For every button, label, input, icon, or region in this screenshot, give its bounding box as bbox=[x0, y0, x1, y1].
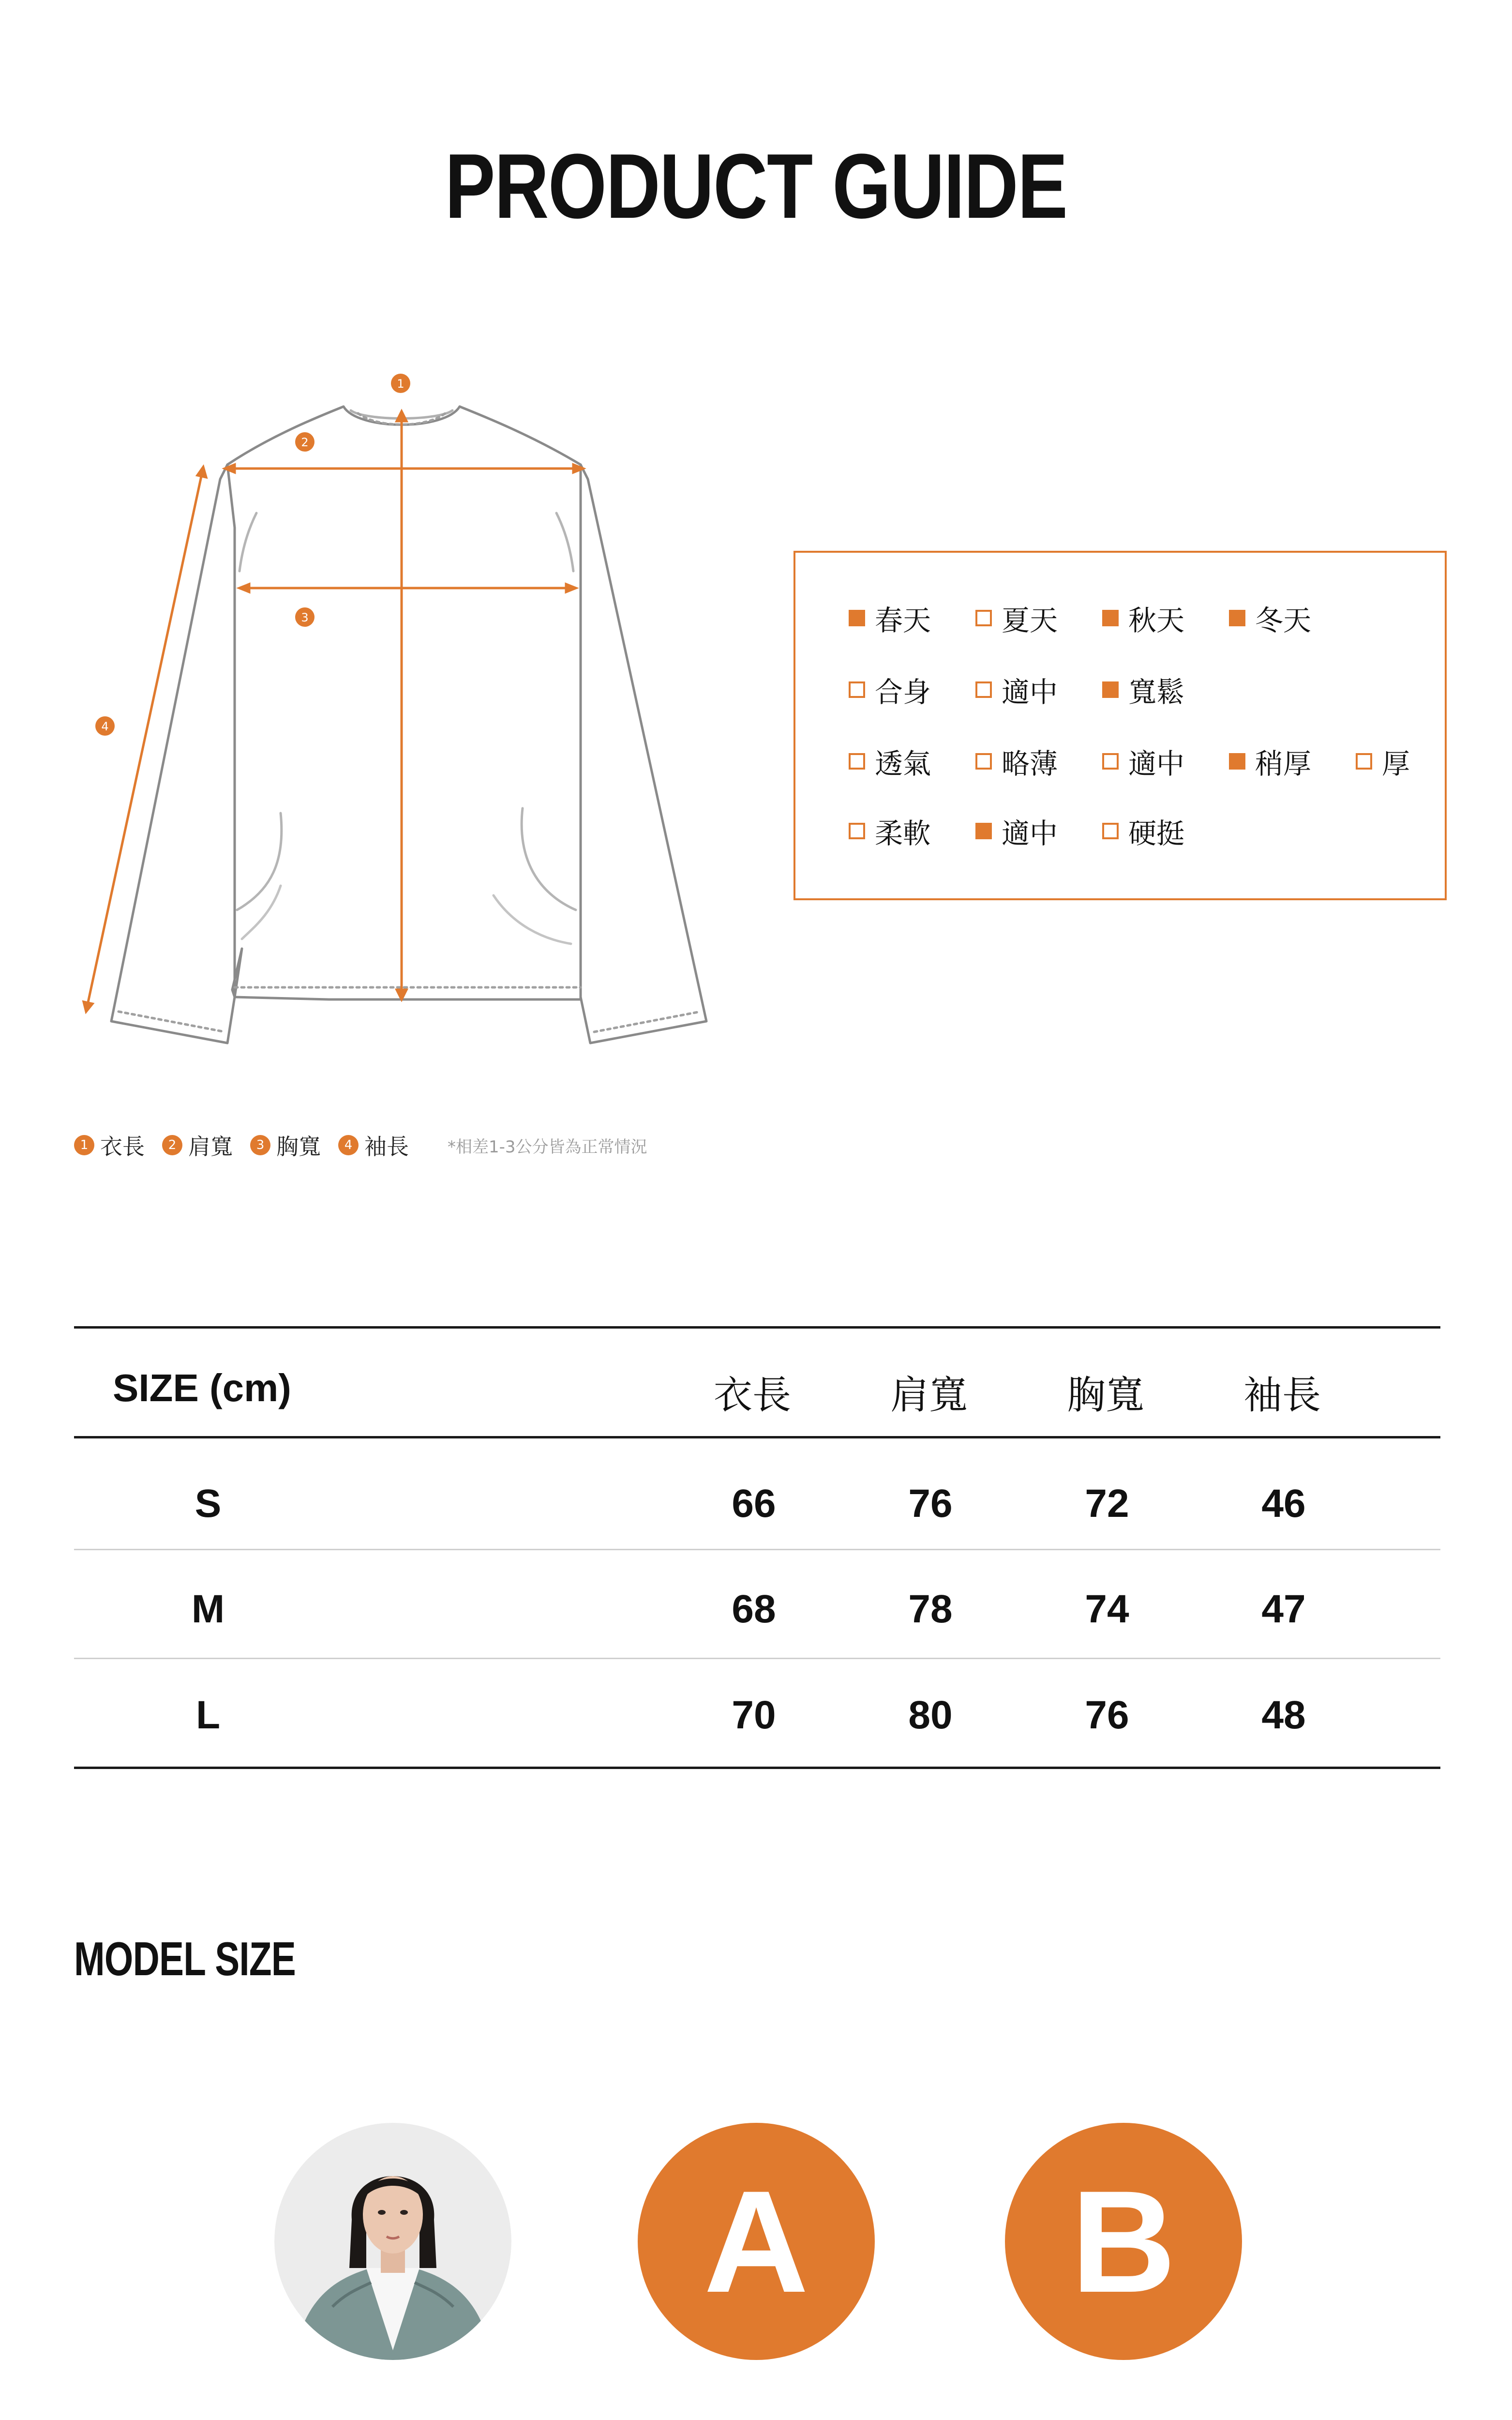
unchecked-box-icon bbox=[1356, 753, 1372, 770]
attr-slightly-thick: 稍厚 bbox=[1229, 744, 1356, 778]
unchecked-box-icon bbox=[849, 823, 865, 839]
column-header: 袖長 bbox=[1243, 1373, 1321, 1418]
attr-stiff: 硬挺 bbox=[1102, 814, 1229, 848]
unchecked-box-icon bbox=[975, 681, 992, 698]
attr-texture-medium: 適中 bbox=[975, 814, 1102, 848]
size-label: L bbox=[195, 1693, 221, 1737]
checked-box-icon bbox=[1102, 610, 1119, 626]
checked-box-icon bbox=[1229, 610, 1245, 626]
attr-breathable: 透氣 bbox=[849, 744, 975, 778]
table-cell: 66 bbox=[732, 1482, 776, 1526]
badge-2-num: 2 bbox=[301, 436, 309, 449]
attr-spring: 春天 bbox=[849, 601, 975, 635]
attr-row-texture bbox=[849, 814, 1229, 848]
table-cell: 68 bbox=[732, 1587, 776, 1631]
table-cell: 72 bbox=[1085, 1482, 1129, 1526]
attr-row-thickness bbox=[849, 744, 1452, 778]
badge-4-num: 4 bbox=[101, 720, 109, 733]
checked-box-icon bbox=[1229, 753, 1245, 770]
attr-fit-loose: 寬鬆 bbox=[1102, 673, 1229, 707]
checked-box-icon bbox=[849, 610, 865, 626]
table-cell: 78 bbox=[908, 1587, 953, 1631]
table-top-rule bbox=[74, 1326, 1440, 1329]
table-cell: 48 bbox=[1261, 1693, 1306, 1737]
attr-thick: 厚 bbox=[1356, 744, 1452, 778]
attr-fit-regular: 適中 bbox=[975, 673, 1102, 707]
table-cell: 46 bbox=[1261, 1482, 1306, 1526]
table-header-rule bbox=[74, 1436, 1440, 1438]
attr-thin: 略薄 bbox=[975, 744, 1102, 778]
table-cell: 70 bbox=[732, 1693, 776, 1737]
column-header: 衣長 bbox=[714, 1373, 791, 1418]
checked-box-icon bbox=[1102, 681, 1119, 698]
legend-item-shoulder: 2 肩寬 bbox=[162, 1129, 233, 1161]
column-header: 胸寬 bbox=[1067, 1373, 1144, 1418]
attr-row-fit bbox=[849, 673, 1229, 707]
attr-row-season bbox=[849, 601, 1356, 635]
legend-item-sleeve: 4 袖長 bbox=[338, 1129, 409, 1161]
unchecked-box-icon bbox=[975, 610, 992, 626]
unchecked-box-icon bbox=[849, 681, 865, 698]
unchecked-box-icon bbox=[849, 753, 865, 770]
legend-note: *相差1-3公分皆為正常情況 bbox=[448, 1137, 647, 1157]
attr-autumn: 秋天 bbox=[1102, 601, 1229, 635]
unchecked-box-icon bbox=[1102, 823, 1119, 839]
model-photo-avatar bbox=[274, 2123, 511, 2360]
table-header-size: SIZE (cm) bbox=[113, 1366, 291, 1409]
table-cell: 76 bbox=[1085, 1693, 1129, 1737]
row-divider bbox=[74, 1549, 1440, 1550]
table-cell: 47 bbox=[1261, 1587, 1306, 1631]
row-divider bbox=[74, 1658, 1440, 1659]
page-title: PRODUCT GUIDE bbox=[445, 135, 1067, 238]
attr-winter: 冬天 bbox=[1229, 601, 1356, 635]
badge-3-num: 3 bbox=[301, 611, 309, 624]
attr-soft: 柔軟 bbox=[849, 814, 975, 848]
size-label: M bbox=[191, 1587, 225, 1631]
model-b-badge: B bbox=[1005, 2123, 1242, 2360]
checked-box-icon bbox=[975, 823, 992, 839]
table-cell: 76 bbox=[908, 1482, 953, 1526]
garment-diagram bbox=[68, 368, 745, 1065]
measurement-legend bbox=[74, 1131, 647, 1160]
column-header: 肩寬 bbox=[890, 1373, 968, 1418]
table-cell: 80 bbox=[908, 1693, 953, 1737]
model-a-badge: A bbox=[638, 2123, 875, 2360]
unchecked-box-icon bbox=[975, 753, 992, 770]
legend-item-length: 1 衣長 bbox=[74, 1129, 145, 1161]
attr-thickness-medium: 適中 bbox=[1102, 744, 1229, 778]
attr-summer: 夏天 bbox=[975, 601, 1102, 635]
attr-fit-slim: 合身 bbox=[849, 673, 975, 707]
table-cell: 74 bbox=[1085, 1587, 1129, 1631]
size-label: S bbox=[195, 1482, 222, 1526]
unchecked-box-icon bbox=[1102, 753, 1119, 770]
table-bottom-rule bbox=[74, 1767, 1440, 1769]
model-size-title: MODEL SIZE bbox=[74, 1932, 296, 1985]
badge-1-num: 1 bbox=[397, 377, 404, 391]
legend-item-chest: 3 胸寬 bbox=[250, 1129, 321, 1161]
attribute-box bbox=[793, 551, 1447, 900]
